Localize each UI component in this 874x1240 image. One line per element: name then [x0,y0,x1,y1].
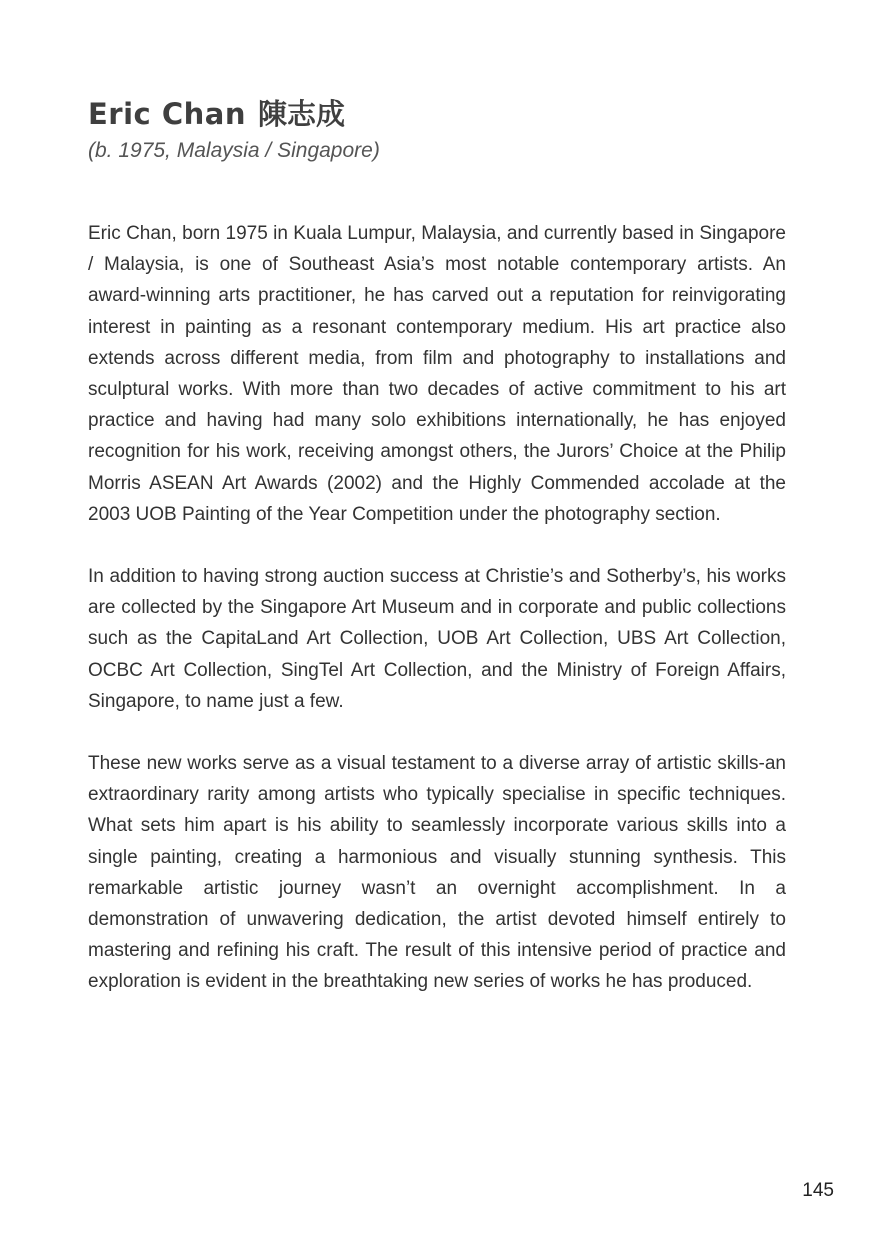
biography-text [88,218,786,1029]
new-works-paragraph: These new works serve as a visual testament to a diverse array of artistic skills-an extraordinary rarity among artists who typically specialise in specific techniques. What sets him apart is his ability to seamlessly incorporate various skills into a single painting, creating a harmonious and visually stunning synthesis. This remarkable artistic journey wasn’t an overnight accomplishment. In a demonstration of unwavering dedication, the artist devoted himself entirely to mastering and refining his craft. The result of this intensive period of practice and exploration is evident in the breathtaking new series of works he has produced. [88,753,786,993]
biography-paragraph: Eric Chan, born 1975 in Kuala Lumpur, Malaysia, and currently based in Singapore / Malaysia, is one of Southeast Asia’s most notable contemporary artists. An award-winning arts practitioner, he has carved out a reputation for reinvigorating interest in painting as a resonant contemporary medium. His art practice also extends across different media, from film and photography to installations and sculptural works. With more than two decades of active commitment to his art practice and having had many solo exhibitions internationally, he has enjoyed recognition for his work, receiving amongst others, the Jurors’ Choice at the Philip Morris ASEAN Art Awards (2002) and the Highly Commended accolade at the 2003 UOB Painting of the Year Competition under the photography section. [88,223,786,525]
artist-name: Eric Chan [88,97,246,131]
collections-paragraph: In addition to having strong auction success at Christie’s and Sotherby’s, his works are collected by the Singapore Art Museum and in corporate and public collections such as the CapitaLand Art Collection, UOB Art Collection, UBS Art Collection, OCBC Art Collection, SingTel Art Collection, and the Ministry of Foreign Affairs, Singapore, to name just a few. [88,566,786,712]
title-line [88,92,786,133]
page-number: 145 [802,1180,834,1201]
artist-header [88,92,786,163]
artist-name-chinese: 陳志成 [257,97,345,131]
artist-birth-info: (b. 1975, Malaysia / Singapore) [88,139,380,162]
